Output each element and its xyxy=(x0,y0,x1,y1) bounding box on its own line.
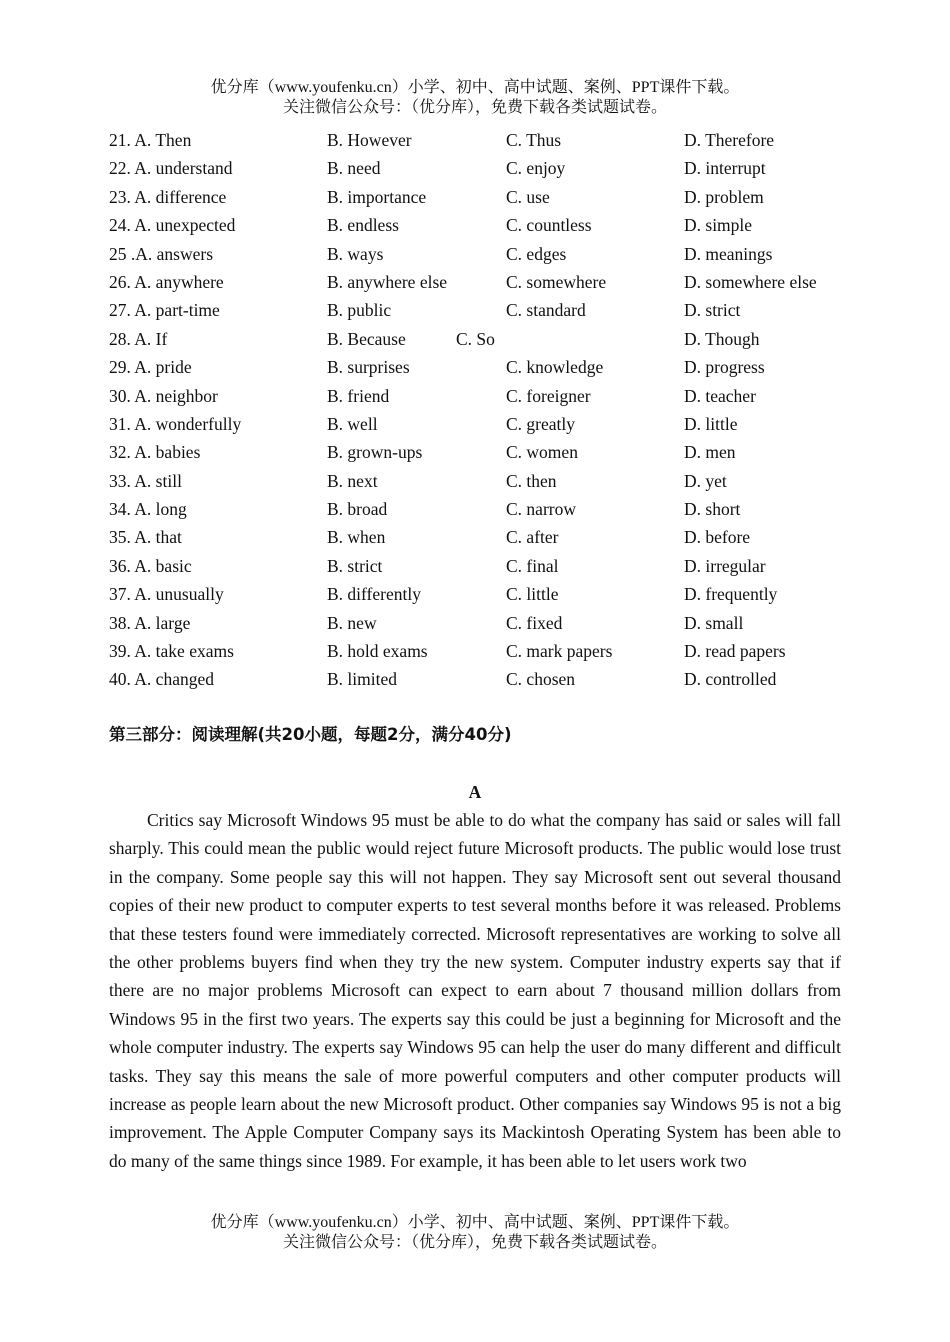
option-d: D. controlled xyxy=(684,669,777,690)
option-a: 30. A. neighbor xyxy=(109,385,218,406)
option-a: 22. A. understand xyxy=(109,158,233,179)
footer-line-1: 优分库（www.youfenku.cn）小学、初中、高中试题、案例、PPT课件下载。 xyxy=(210,1214,740,1231)
option-a: 21. A. Then xyxy=(109,130,192,150)
option-d: D. Though xyxy=(684,328,760,349)
option-b: B. grown-ups xyxy=(327,442,423,463)
option-a: 36. A. basic xyxy=(109,555,192,576)
option-row xyxy=(109,665,849,693)
option-d: D. Therefore xyxy=(684,130,775,150)
option-d: D. small xyxy=(684,612,744,633)
option-c: C. final xyxy=(506,555,559,576)
option-c: C. mark papers xyxy=(506,641,613,662)
section-title: 第三部分：阅读理解(共20小题，每题2分，满分40分) xyxy=(109,725,512,744)
option-c: C. So xyxy=(456,328,495,349)
option-b: B. when xyxy=(327,527,386,548)
option-d: D. problem xyxy=(684,186,764,207)
option-row xyxy=(109,467,849,495)
option-d: D. yet xyxy=(684,470,727,491)
option-b: B. friend xyxy=(327,385,390,406)
option-a: 35. A. that xyxy=(109,527,182,548)
option-a: 31. A. wonderfully xyxy=(109,413,242,434)
option-d: D. progress xyxy=(684,357,765,378)
option-c: C. Thus xyxy=(506,130,562,150)
option-a: 34. A. long xyxy=(109,499,187,520)
option-b: B. broad xyxy=(327,499,388,520)
option-b: B. Because xyxy=(327,328,406,349)
option-d: D. short xyxy=(684,499,741,520)
option-d: D. teacher xyxy=(684,385,756,406)
option-a: 37. A. unusually xyxy=(109,584,224,605)
option-c: C. narrow xyxy=(506,499,576,520)
option-c: C. after xyxy=(506,527,559,548)
option-c: C. countless xyxy=(506,215,592,236)
option-row xyxy=(109,183,849,211)
option-a: 25 .A. answers xyxy=(109,243,214,264)
option-d: D. little xyxy=(684,413,738,434)
option-b: B. However xyxy=(327,130,412,150)
option-d: D. interrupt xyxy=(684,158,766,179)
option-b: B. anywhere else xyxy=(327,271,448,292)
option-row xyxy=(109,382,849,410)
option-c: C. chosen xyxy=(506,669,576,690)
option-row xyxy=(109,126,849,154)
header-line-2: 关注微信公众号：（优分库），免费下载各类试题试卷。 xyxy=(282,99,667,116)
option-c: C. standard xyxy=(506,300,586,321)
option-row xyxy=(109,580,849,608)
option-b: B. limited xyxy=(327,669,397,690)
option-row xyxy=(109,268,849,296)
option-row xyxy=(109,325,849,353)
option-row xyxy=(109,637,849,665)
option-d: D. simple xyxy=(684,215,753,236)
option-c: C. foreigner xyxy=(506,385,591,406)
option-a: 24. A. unexpected xyxy=(109,215,236,236)
header-line-1: 优分库（www.youfenku.cn）小学、初中、高中试题、案例、PPT课件下载。 xyxy=(210,79,740,96)
option-b: B. need xyxy=(327,158,381,179)
option-row xyxy=(109,240,849,268)
option-a: 23. A. difference xyxy=(109,186,227,207)
option-d: D. before xyxy=(684,527,751,548)
passage-text: Critics say Microsoft Windows 95 must be able to do what the company has said or sales will fall sharply. This could mean the public would reject future Microsoft products. The public would lose trust in the company. Some people say this will not happen. They say Microsoft sent out several thousand copies of their new product to computer experts to test several months before it was released. Problems that these testers found were immediately corrected. Microsoft representatives are working to solve all the other problems buyers find when they try the new system. Computer industry experts say that if there are no major problems Microsoft can expect to earn about 7 thousand million dollars from Windows 95 in the first two years. The experts say this could be just a beginning for Microsoft and the whole computer industry. The experts say Windows 95 can help the user do many different and difficult tasks. They say this means the sale of more powerful computers and other computer products will increase as people learn about the new Microsoft product. Other companies say Windows 95 is not a big improvement. The Apple Computer Company says its Mackintosh Operating System has been able to do many of the same things since 1989. For example, it has been able to let users work two xyxy=(109,810,841,1171)
option-d: D. meanings xyxy=(684,243,773,264)
option-d: D. frequently xyxy=(684,584,778,605)
option-a: 38. A. large xyxy=(109,612,191,633)
option-row xyxy=(109,495,849,523)
option-d: D. read papers xyxy=(684,641,786,662)
option-b: B. surprises xyxy=(327,357,410,378)
option-row xyxy=(109,609,849,637)
option-a: 32. A. babies xyxy=(109,442,201,463)
option-row xyxy=(109,552,849,580)
option-c: C. fixed xyxy=(506,612,563,633)
footer-line-2: 关注微信公众号：（优分库），免费下载各类试题试卷。 xyxy=(282,1234,667,1251)
option-b: B. strict xyxy=(327,555,383,576)
option-c: C. edges xyxy=(506,243,567,264)
option-a: 39. A. take exams xyxy=(109,641,234,662)
option-b: B. endless xyxy=(327,215,399,236)
option-a: 33. A. still xyxy=(109,470,182,491)
option-b: B. ways xyxy=(327,243,384,264)
option-row xyxy=(109,353,849,381)
option-c: C. use xyxy=(506,186,550,207)
option-c: C. little xyxy=(506,584,559,605)
option-row xyxy=(109,438,849,466)
option-row xyxy=(109,410,849,438)
option-row xyxy=(109,154,849,182)
option-c: C. somewhere xyxy=(506,271,607,292)
option-a: 29. A. pride xyxy=(109,357,192,378)
answer-options-list xyxy=(109,126,849,694)
option-d: D. men xyxy=(684,442,736,463)
option-a: 28. A. If xyxy=(109,328,168,349)
option-c: C. greatly xyxy=(506,413,576,434)
option-c: C. women xyxy=(506,442,578,463)
option-b: B. well xyxy=(327,413,378,434)
option-c: C. then xyxy=(506,470,557,491)
option-row xyxy=(109,523,849,551)
option-c: C. knowledge xyxy=(506,357,604,378)
option-d: D. irregular xyxy=(684,555,766,576)
option-a: 26. A. anywhere xyxy=(109,271,224,292)
option-b: B. hold exams xyxy=(327,641,428,662)
option-b: B. public xyxy=(327,300,392,321)
option-a: 40. A. changed xyxy=(109,669,214,690)
option-row xyxy=(109,211,849,239)
option-d: D. somewhere else xyxy=(684,271,817,292)
option-b: B. next xyxy=(327,470,378,491)
option-b: B. importance xyxy=(327,186,427,207)
option-row xyxy=(109,296,849,324)
option-b: B. new xyxy=(327,612,377,633)
option-d: D. strict xyxy=(684,300,741,321)
option-c: C. enjoy xyxy=(506,158,566,179)
option-b: B. differently xyxy=(327,584,421,605)
passage-label: A xyxy=(468,782,482,802)
option-a: 27. A. part-time xyxy=(109,300,220,321)
